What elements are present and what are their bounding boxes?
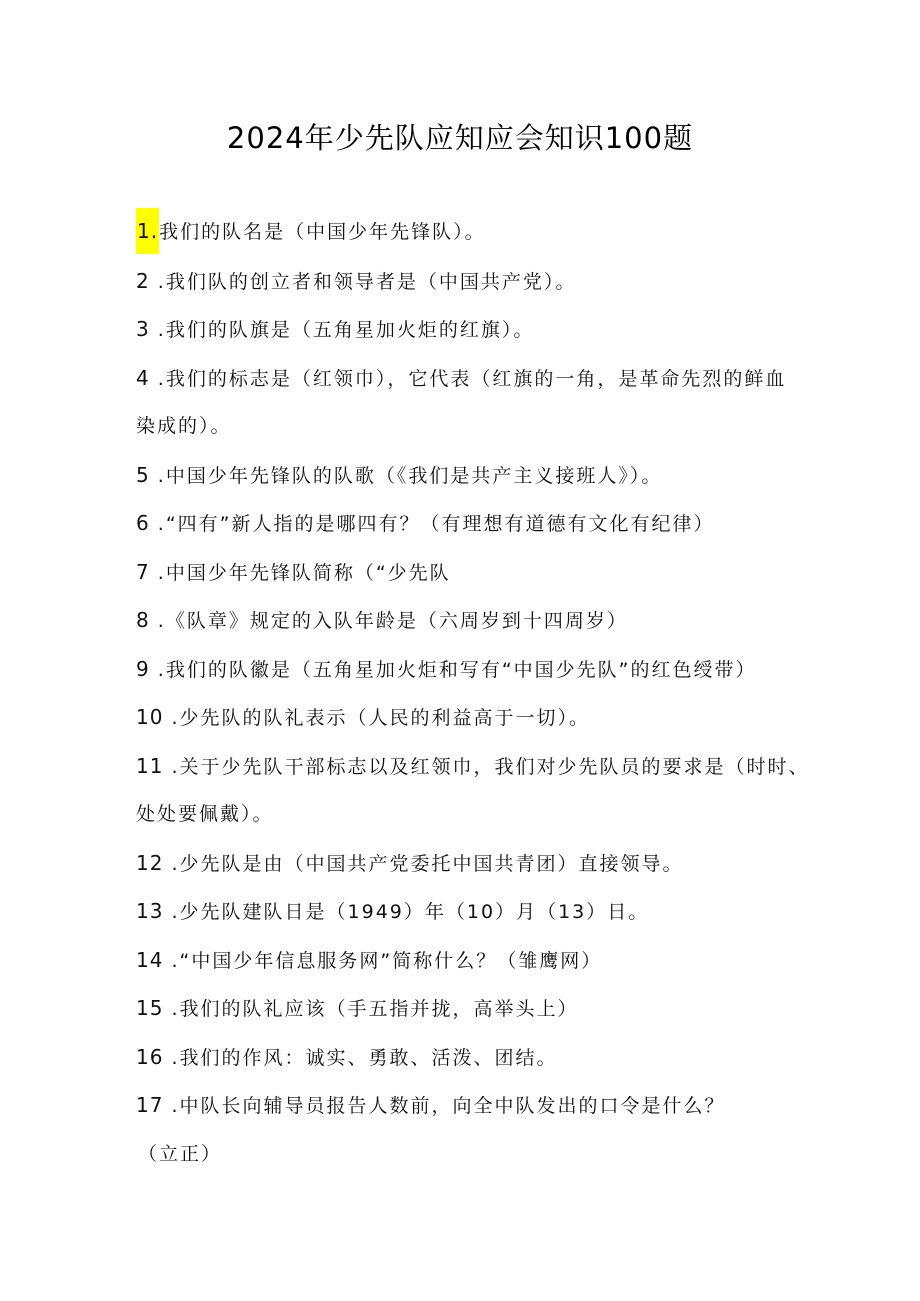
question-line-7 [136, 548, 836, 597]
question-line-14 [136, 936, 836, 985]
question-line-10 [136, 693, 836, 742]
question-line-16 [136, 1033, 836, 1082]
question-number: 17 [136, 1093, 164, 1117]
question-number: 9 [136, 656, 150, 681]
question-number: 10 [136, 705, 164, 729]
question-number: 11 [136, 753, 164, 778]
question-text: .中国少年先锋队简称（“少先队 [157, 561, 451, 584]
question-text: .少先队的队礼表示（人民的利益高于一切）。 [171, 707, 591, 729]
question-line-5 [136, 451, 836, 500]
question-number: 2 [136, 268, 150, 293]
document-title: 2024年少先队应知应会知识100题 [226, 121, 694, 155]
question-line-13 [136, 887, 836, 936]
question-text: .我们的队徽是（五角星加火炬和写有“中国少先队”的红色绶带） [157, 658, 757, 681]
question-number: 13 [136, 899, 164, 923]
question-number: 7 [136, 559, 150, 584]
question-line-4-continued [136, 402, 836, 451]
question-number-highlighted: 1. [136, 208, 159, 254]
question-text: .少先队建队日是（1949）年（10）月（13）日。 [171, 901, 650, 923]
question-line-11 [136, 742, 836, 791]
question-number: 5 [136, 462, 150, 487]
question-number: 8 [136, 608, 150, 632]
question-text: .“中国少年信息服务网”简称什么？（雏鹰网） [171, 949, 603, 972]
question-line-15 [136, 984, 836, 1033]
question-number: 12 [136, 850, 164, 875]
question-text: （立正） [138, 1142, 223, 1165]
question-text: .我们的队旗是（五角星加火炬的红旗）。 [157, 319, 535, 341]
question-number: 14 [136, 947, 164, 972]
question-text: .《队章》规定的入队年龄是（六周岁到十四周岁） [157, 610, 628, 632]
question-line-1 [136, 208, 836, 257]
question-line-17-continued [136, 1130, 836, 1179]
question-text: 染成的）。 [136, 415, 232, 437]
question-text: .我们队的创立者和领导者是（中国共产党）。 [157, 270, 577, 293]
question-number: 16 [136, 1044, 164, 1069]
question-text: .我们的队礼应该（手五指并拢，高举头上） [171, 998, 579, 1020]
question-number: 4 [136, 365, 150, 390]
question-line-6 [136, 499, 836, 548]
question-text: .我们的作风：诚实、勇敢、活泼、团结。 [171, 1046, 558, 1069]
question-text: .关于少先队干部标志以及红领巾，我们对少先队员的要求是（时时、 [171, 755, 810, 778]
question-text: 我们的队名是（中国少年先锋队）。 [159, 221, 486, 243]
question-list [136, 208, 836, 1178]
question-line-8 [136, 596, 836, 645]
question-text: .我们的标志是（红领巾），它代表（红旗的一角，是革命先烈的鲜血 [157, 367, 787, 390]
question-number: 6 [136, 511, 150, 535]
question-line-11-continued [136, 790, 836, 839]
question-text: 处处要佩戴）。 [136, 803, 274, 825]
question-text: .少先队是由（中国共产党委托中国共青团）直接领导。 [171, 852, 684, 875]
question-number: 15 [136, 996, 164, 1020]
question-line-3 [136, 305, 836, 354]
question-text: .“四有”新人指的是哪四有？（有理想有道德有文化有纪律） [157, 513, 715, 535]
question-text: .中国少年先锋队的队歌（《我们是共产主义接班人》）。 [157, 464, 663, 487]
question-text: .中队长向辅导员报告人数前，向全中队发出的口令是什么？ [171, 1095, 726, 1117]
question-line-12 [136, 839, 836, 888]
question-line-2 [136, 257, 836, 306]
question-line-17 [136, 1081, 836, 1130]
question-line-4 [136, 354, 836, 403]
question-number: 3 [136, 317, 150, 341]
question-line-9 [136, 645, 836, 694]
